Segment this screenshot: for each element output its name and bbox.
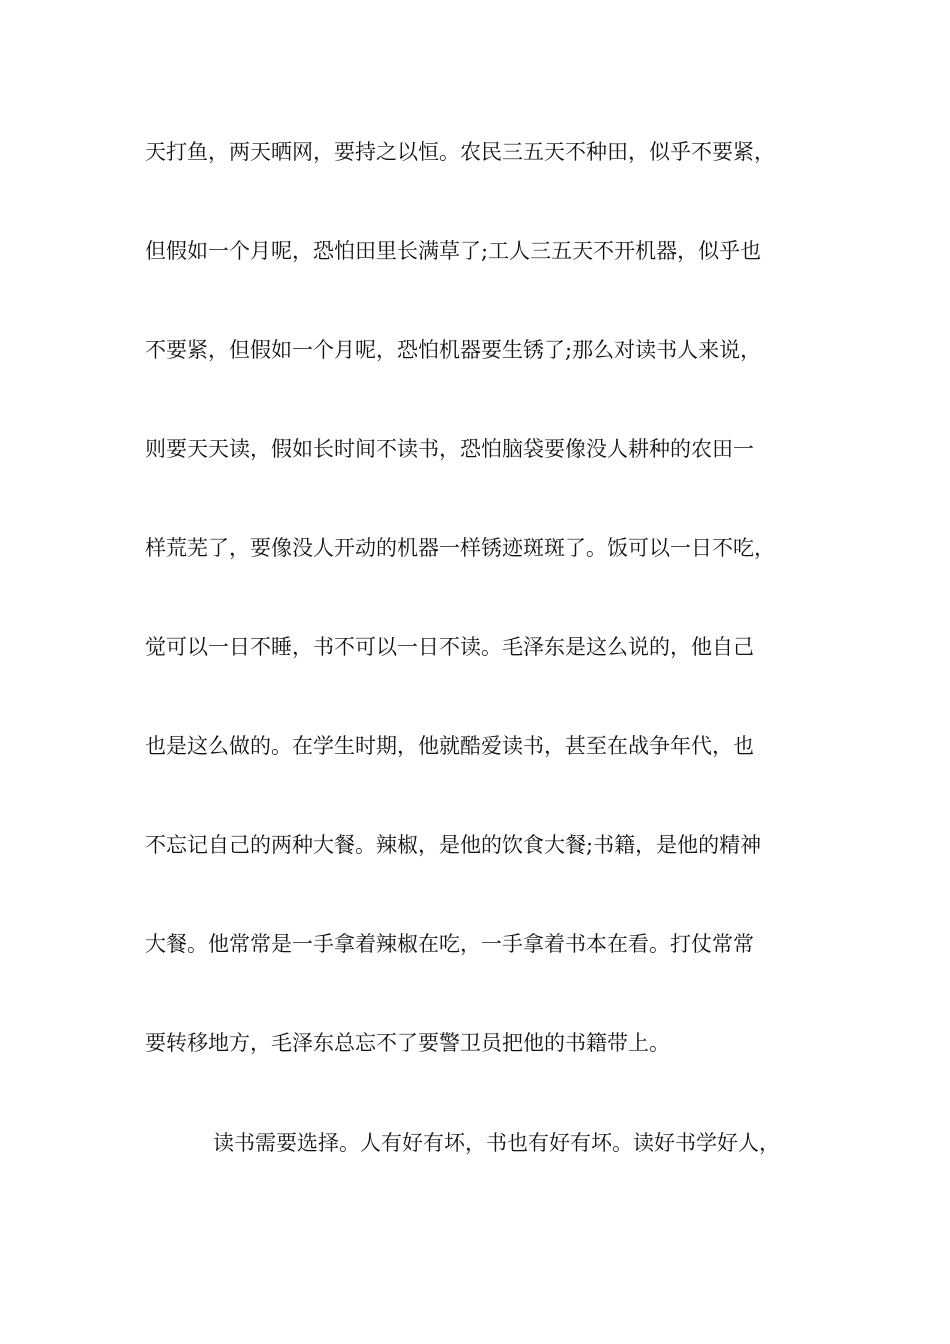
- text-line-1: 天打鱼，两天晒网，要持之以恒。农民三五天不种田，似乎不要紧，: [145, 140, 775, 164]
- text-line-9: 大餐。他常常是一手拿着辣椒在吃，一手拿着书本在看。打仗常常: [145, 932, 754, 956]
- text-line-5: 样荒芜了，要像没人开动的机器一样锈迹斑斑了。饭可以一日不吃，: [145, 536, 775, 560]
- text-line-4: 则要天天读，假如长时间不读书，恐怕脑袋要像没人耕种的农田一: [145, 437, 754, 461]
- text-line-2: 但假如一个月呢，恐怕田里长满草了;工人三五天不开机器，似乎也: [145, 239, 762, 263]
- text-line-8: 不忘记自己的两种大餐。辣椒，是他的饮食大餐;书籍，是他的精神: [145, 833, 762, 857]
- text-line-7: 也是这么做的。在学生时期，他就酷爱读书，甚至在战争年代，也: [145, 734, 754, 758]
- paragraph-start-line: 读书需要选择。人有好有坏，书也有好有坏。读好书学好人，: [213, 1131, 780, 1155]
- text-line-3: 不要紧，但假如一个月呢，恐怕机器要生锈了;那么对读书人来说，: [145, 338, 762, 362]
- text-line-6: 觉可以一日不睡，书不可以一日不读。毛泽东是这么说的，他自己: [145, 635, 754, 659]
- text-line-10: 要转移地方，毛泽东总忘不了要警卫员把他的书籍带上。: [145, 1031, 670, 1055]
